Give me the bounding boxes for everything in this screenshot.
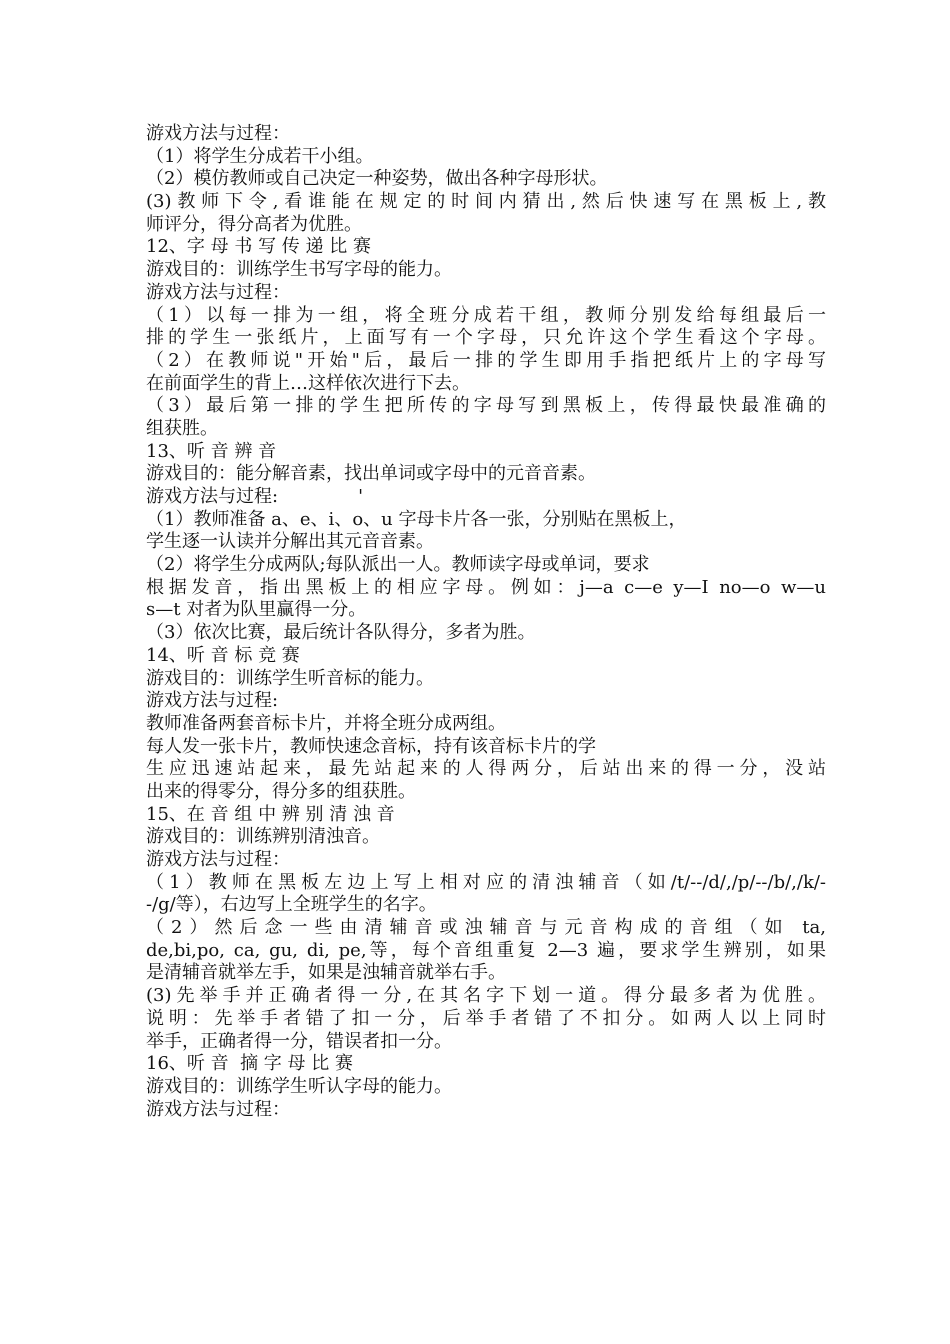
text-line: 每人发一张卡片，教师快速念音标，持有该音标卡片的学 (146, 735, 596, 757)
text-line: 游戏方法与过程: ' (146, 486, 364, 507)
text-line: （3）最后第一排的学生把所传的字母写到黑板上，传得最快最准确的 (146, 395, 826, 417)
text-line: (3)教师下令,看谁能在规定的时间内猜出,然后快速写在黑板上,教 (146, 191, 826, 213)
text-line: （1）教师在黑板左边上写上相对应的清浊辅音（如/t/--/d/,/p/--/b/,/k/- (146, 871, 826, 893)
text-line: 根据发音，指出黑板上的相应字母。例如：j—a c—e y—I no—o w—u (146, 576, 826, 598)
document-body (146, 123, 826, 1121)
text-line: 师评分，得分高者为优胜。 (146, 213, 362, 235)
text-line: (3)先举手并正确者得一分,在其名字下划一道。得分最多者为优胜。 (146, 985, 826, 1007)
text-line: -/g/等），右边写上全班学生的名字。 (146, 894, 437, 916)
section-heading: 16、听 音 摘 字 母 比 赛 (146, 1053, 353, 1075)
text-line: （2）然后念一些由清辅音或浊辅音与元音构成的音组（如 ta, (146, 917, 826, 939)
text-line: 学生逐一认读并分解出其元音音素。 (146, 531, 434, 553)
text-line: 组获胜。 (146, 417, 218, 439)
text-line: （3）依次比赛，最后统计各队得分，多者为胜。 (146, 622, 536, 644)
text-line: de,bi,po, ca, gu, di, pe,等，每个音组重复 2—3 遍，要求学生辨别，如果 (146, 939, 826, 961)
text-line: 游戏目的：能分解音素，找出单词或字母中的元音音素。 (146, 463, 596, 485)
text-line: 排的学生一张纸片，上面写有一个字母，只允许这个学生看这个字母。 (146, 327, 826, 349)
text-line: 在前面学生的背上…这样依次进行下去。 (146, 372, 470, 394)
text-line: 游戏目的：训练学生书写字母的能力。 (146, 259, 452, 281)
text-line: 游戏目的：训练学生听音标的能力。 (146, 667, 434, 689)
text-line: （2）模仿教师或自己决定一种姿势，做出各种字母形状。 (146, 168, 608, 190)
text-line: 教师准备两套音标卡片，并将全班分成两组。 (146, 712, 506, 734)
text-line: 游戏方法与过程： (146, 123, 290, 144)
text-line: s—t 对者为队里赢得一分。 (146, 599, 367, 621)
text-line: 生应迅速站起来，最先站起来的人得两分，后站出来的得一分，没站 (146, 758, 826, 780)
text-line: （2）将学生分成两队;每队派出一人。教师读字母或单词，要求 (146, 554, 650, 576)
text-line: 游戏方法与过程： (146, 1098, 290, 1120)
text-line: （1）教师准备 a、e、i、o、u 字母卡片各一张，分别贴在黑板上， (146, 508, 687, 530)
text-line: 游戏方法与过程： (146, 849, 290, 870)
text-line: 游戏方法与过程: (146, 690, 279, 712)
text-line: （1）将学生分成若干小组。 (146, 145, 374, 167)
text-line: 举手，正确者得一分，错误者扣一分。 (146, 1030, 452, 1052)
text-line: 游戏目的：训练学生听认字母的能力。 (146, 1075, 452, 1097)
section-heading: 15、在 音 组 中 辨 别 清 浊 音 (146, 803, 395, 825)
text-line: 游戏方法与过程： (146, 281, 290, 303)
text-line: 说明：先举手者错了扣一分，后举手者错了不扣分。如两人以上同时 (146, 1007, 826, 1029)
section-heading: 14、听 音 标 竞 赛 (146, 644, 300, 666)
section-heading: 13、听 音 辨 音 (146, 440, 277, 462)
section-heading: 12、字 母 书 写 传 递 比 赛 (146, 236, 371, 258)
text-line: 出来的得零分，得分多的组获胜。 (146, 780, 416, 802)
text-line: （1）以每一排为一组，将全班分成若干组，教师分别发给每组最后一 (146, 304, 826, 326)
text-line: 是清辅音就举左手，如果是浊辅音就举右手。 (146, 962, 506, 984)
text-line: （2）在教师说"开始"后，最后一排的学生即用手指把纸片上的字母写 (146, 349, 826, 371)
text-line: 游戏目的：训练辨别清浊音。 (146, 826, 380, 848)
